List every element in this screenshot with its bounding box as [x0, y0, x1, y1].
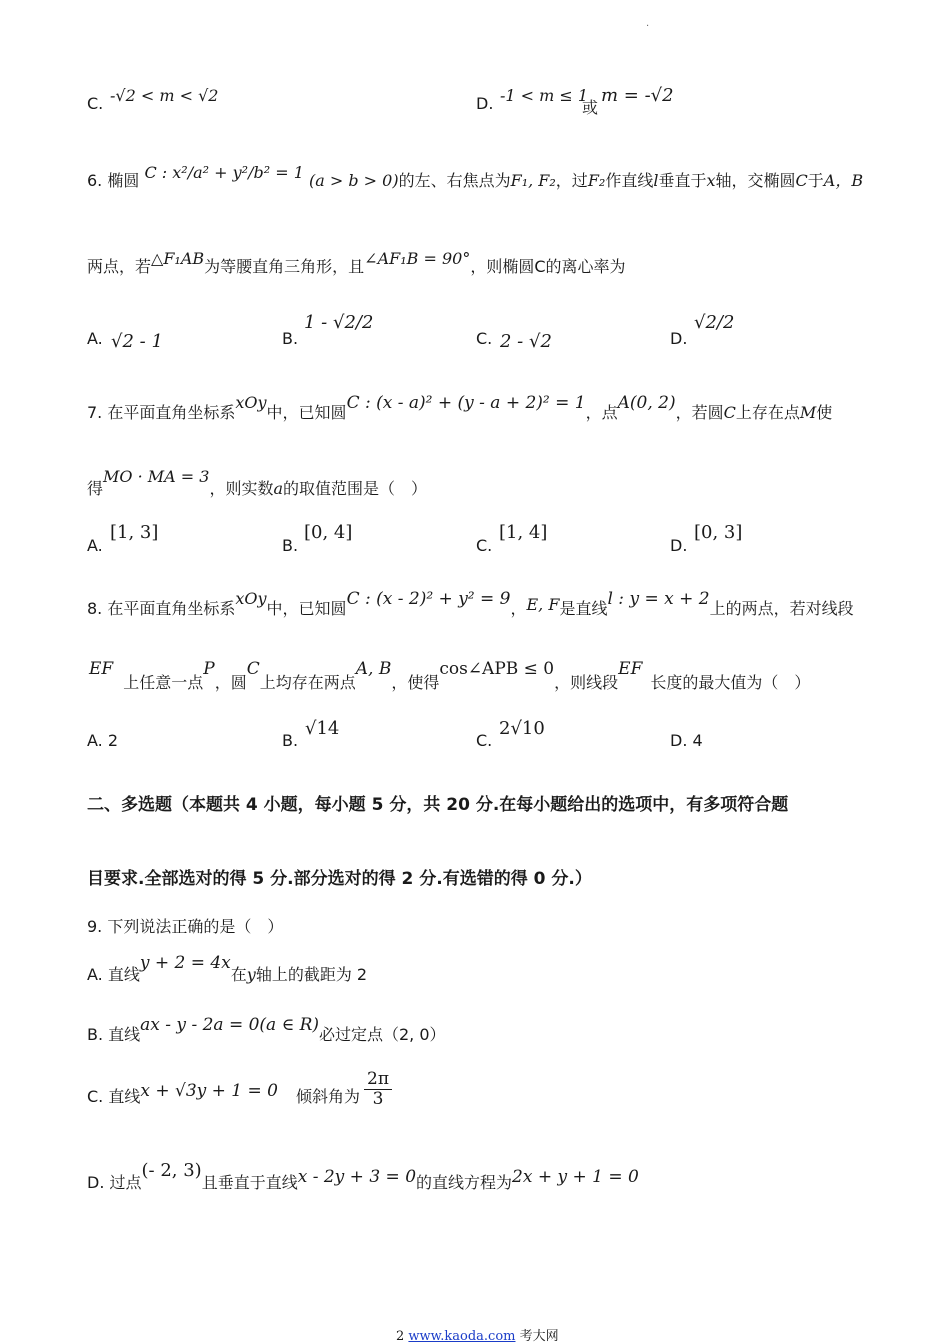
- q8-line-equation: l : y = x + 2: [607, 589, 710, 609]
- q6-angle: ∠AF₁B = 90°: [364, 249, 471, 268]
- q8-circle-equation: C : (x - 2)² + y² = 9: [346, 589, 511, 609]
- q6-condition: (a > b > 0): [308, 171, 399, 190]
- q9-option-d: [87, 1158, 639, 1192]
- q9-option-c: [87, 1070, 392, 1108]
- q7-circle-equation: C : (x - a)² + (y - a + 2)² = 1: [346, 393, 586, 413]
- q9-c-denominator: 3: [372, 1088, 384, 1109]
- q6-ellipse-equation: C : x²/a² + y²/b² = 1: [144, 163, 304, 182]
- q9-c-equation: x + √3y + 1 = 0: [140, 1080, 278, 1101]
- q7-xoy: xOy: [235, 393, 267, 412]
- q7-option-c-expr: [1, 4]: [499, 522, 548, 543]
- q8-AB: A, B: [355, 659, 392, 679]
- q7-option-c-label: C.: [476, 536, 493, 555]
- q6-text-intro: 6. 椭圆: [87, 171, 140, 190]
- header-mark: .: [646, 18, 650, 29]
- q6-text-at: 于: [807, 171, 824, 190]
- q6-text-through: ，过: [555, 171, 588, 190]
- q7-point-a: A(0, 2): [617, 393, 676, 413]
- q6-text-eccentricity: ，则椭圆C的离心率为: [470, 257, 626, 276]
- q8-cos-condition: cos∠APB ≤ 0: [439, 659, 555, 679]
- q8-text-circle2: ，圆: [214, 673, 247, 692]
- section2-heading-line2: 目要求.全部选对的得 5 分.部分选对的得 2 分.有选错的得 0 分.）: [87, 869, 592, 889]
- q6-triangle: △F₁AB: [151, 249, 205, 268]
- q5-option-d-label: D.: [476, 94, 494, 113]
- q8-text-segment: 上的两点，若对线段: [709, 599, 854, 618]
- q8-text-then: ，则线段: [554, 673, 619, 692]
- q6-foci: F₁, F₂: [510, 171, 556, 190]
- q6-option-a-expr: √2 - 1: [111, 331, 163, 352]
- q7-option-b-expr: [0, 4]: [304, 522, 353, 543]
- q7-line2: [87, 464, 428, 498]
- q6-l: l: [653, 171, 659, 190]
- footer-site-name: 考大网: [519, 1329, 559, 1344]
- q8-EF-segment: EF: [89, 659, 114, 679]
- q6-option-d-expr: √2/2: [694, 312, 735, 333]
- q5-option-d-expr2: m = -√2: [601, 85, 674, 106]
- q7-C: C: [723, 403, 736, 422]
- q9-a-text3: 轴上的截距为 2: [255, 965, 368, 984]
- q6-text-isosceles: 为等腰直角三角形，且: [204, 257, 365, 276]
- q8-text-two-points: 上均存在两点: [259, 673, 356, 692]
- q7-text-de: 得: [87, 479, 104, 498]
- q7-option-b-label: B.: [282, 536, 299, 555]
- q8-line2: [89, 656, 811, 692]
- q6-line2: [87, 246, 626, 276]
- q8-text-comma: ，: [510, 599, 527, 618]
- q8-option-b-expr: √14: [305, 718, 340, 739]
- q8-option-d: [670, 731, 703, 750]
- q9-c-text: C. 直线: [87, 1086, 141, 1106]
- q6-f2: F₂: [587, 171, 606, 190]
- q8-text-max: 长度的最大值为（ ）: [650, 673, 811, 692]
- q6-text-line: 作直线: [605, 171, 654, 190]
- q8-option-c-label: C.: [476, 731, 493, 750]
- q9-b-text2: 必过定点（2, 0）: [319, 1025, 446, 1044]
- q9-a-text: A. 直线: [87, 965, 140, 984]
- q5-option-c-expr: -√2 < m < √2: [110, 86, 219, 105]
- q8-P: P: [203, 659, 215, 679]
- q9-c-fraction: [364, 1070, 392, 1108]
- footer-link[interactable]: www.kaoda.com: [408, 1329, 516, 1344]
- q9-b-text: B. 直线: [87, 1025, 141, 1044]
- q9-stem: 9. 下列说法正确的是（ ）: [87, 917, 284, 936]
- q5-option-c-label: C.: [87, 94, 104, 113]
- q8-option-a-label: A.: [87, 731, 103, 750]
- q7-option-d-label: D.: [670, 536, 688, 555]
- q9-a-y: y: [246, 965, 256, 984]
- q9-d-text: D. 过点: [87, 1173, 142, 1192]
- q8-option-c-expr: 2√10: [499, 718, 545, 739]
- q9-c-numerator: 2π: [364, 1070, 392, 1090]
- q8-option-a: [87, 731, 118, 750]
- q6-option-b-expr: 1 - √2/2: [304, 312, 374, 333]
- q7-dot-product: MO · MA = 3: [103, 467, 210, 486]
- q7-text-such: 使: [816, 403, 833, 422]
- q9-option-a: [87, 950, 368, 984]
- q9-d-text3: 的直线方程为: [416, 1173, 513, 1192]
- q8-text-any-point: 上任意一点: [123, 673, 204, 692]
- q6-text-two-points: 两点，若: [87, 257, 152, 276]
- q8-xoy: xOy: [235, 589, 267, 608]
- q8-text-such: ，使得: [391, 673, 440, 692]
- q6-line1: [87, 144, 864, 190]
- q8-text-circle: 中，已知圆: [266, 599, 347, 618]
- q6-text-perp: 垂直于: [658, 171, 707, 190]
- q6-x: x: [706, 171, 716, 190]
- q9-d-point: (- 2, 3): [141, 1160, 202, 1181]
- q9-b-equation: ax - y - 2a = 0(a ∈ R): [140, 1015, 319, 1035]
- section2-heading-line1: 二、多选题（本题共 4 小题，每小题 5 分，共 20 分.在每小题给出的选项中，有多项符合题: [87, 795, 789, 815]
- q9-c-text2: 倾斜角为: [296, 1086, 361, 1106]
- q6-AB: A，B: [823, 171, 864, 190]
- q7-option-a-expr: [1, 3]: [110, 522, 159, 543]
- q5-option-d-expr1: -1 < m ≤ 1: [500, 86, 589, 105]
- q7-text-exists: 上存在点: [735, 403, 800, 422]
- q6-option-a-label: A.: [87, 329, 103, 348]
- q7-text-range: 的取值范围是（ ）: [283, 479, 428, 498]
- q7-option-d-expr: [0, 3]: [694, 522, 743, 543]
- page-footer: [396, 1325, 559, 1344]
- q5-option-d-or: 或: [582, 98, 599, 117]
- q8-option-a-expr: 2: [107, 731, 119, 750]
- q6-option-c-expr: 2 - √2: [500, 331, 552, 352]
- q8-option-d-label: D.: [670, 731, 688, 750]
- q6-option-b-label: B.: [282, 329, 299, 348]
- q7-option-a-label: A.: [87, 536, 103, 555]
- q6-C: C: [795, 171, 808, 190]
- q9-a-text2: 在: [230, 965, 247, 984]
- q8-option-b-label: B.: [282, 731, 299, 750]
- q8-text-on-line: 是直线: [559, 599, 608, 618]
- q7-line1: [87, 390, 833, 422]
- page-number: 2: [396, 1329, 405, 1344]
- q7-text-if: ，若圆: [675, 403, 724, 422]
- q8-line1: [87, 586, 854, 618]
- q8-text-intro: 8. 在平面直角坐标系: [87, 599, 236, 618]
- q9-d-text2: 且垂直于直线: [201, 1173, 298, 1192]
- q6-option-c-label: C.: [476, 329, 493, 348]
- q6-text-intersect: 轴，交椭圆: [715, 171, 796, 190]
- q7-a: a: [273, 479, 284, 498]
- q9-option-b: [87, 1012, 446, 1044]
- q6-text-foci: 的左、右焦点为: [398, 171, 511, 190]
- q9-d-equation1: x - 2y + 3 = 0: [297, 1167, 417, 1187]
- q8-EF: E, F: [526, 595, 560, 614]
- q7-text-point: ，点: [585, 403, 618, 422]
- q7-text-real: ，则实数: [209, 479, 274, 498]
- q8-C: C: [246, 659, 260, 679]
- q7-text-intro: 7. 在平面直角坐标系: [87, 403, 236, 422]
- q7-M: M: [799, 403, 817, 422]
- q7-text-circle: 中，已知圆: [266, 403, 347, 422]
- q6-option-d-label: D.: [670, 329, 688, 348]
- q9-d-equation2: 2x + y + 1 = 0: [512, 1167, 639, 1187]
- q9-a-equation: y + 2 = 4x: [139, 953, 231, 973]
- q8-EF2: EF: [618, 659, 643, 679]
- q8-option-d-expr: 4: [692, 731, 703, 750]
